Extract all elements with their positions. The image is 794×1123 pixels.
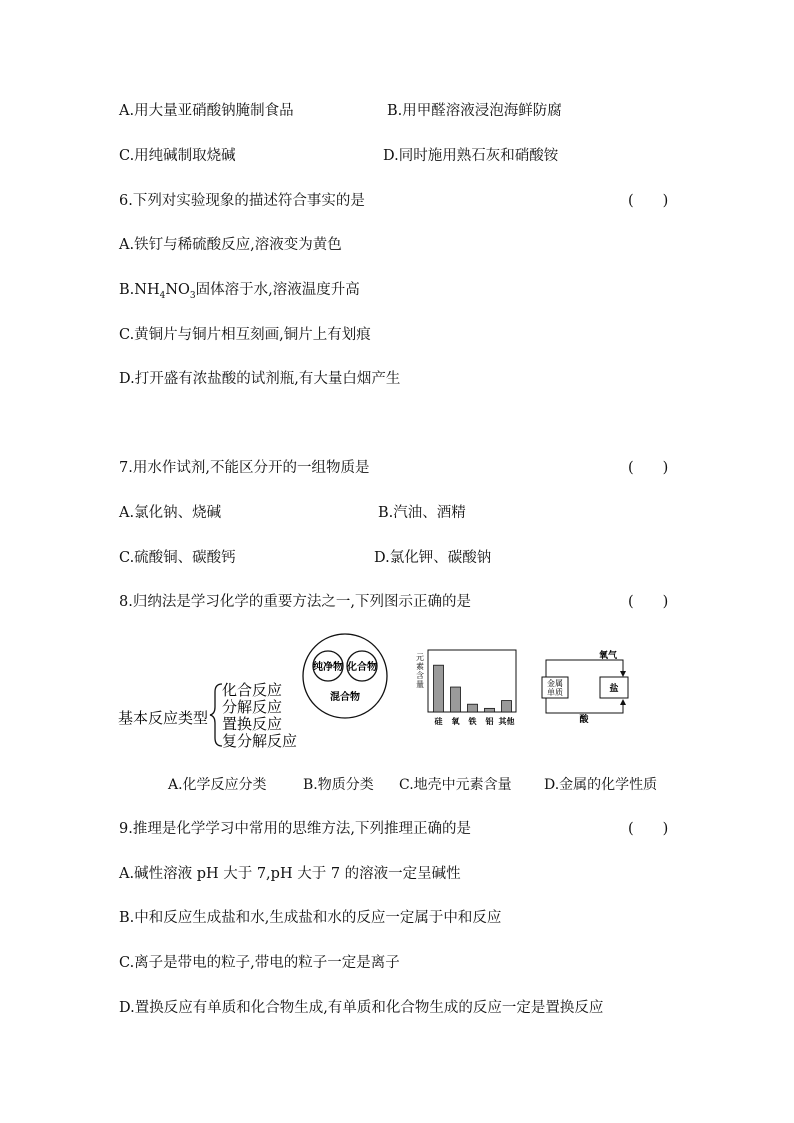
outer-circle (303, 634, 387, 718)
chart-bar (451, 687, 461, 712)
y-axis-label: 素 (416, 662, 424, 671)
figure-d-metal-properties (540, 646, 640, 724)
q8-stem: 8.归纳法是学习化学的重要方法之一,下列图示正确的是 (119, 594, 471, 610)
x-tick-label: 其他 (498, 716, 515, 726)
q7-stem: 7.用水作试剂,不能区分开的一组物质是 (119, 460, 370, 476)
caption-c: C.地壳中元素含量 (399, 777, 512, 793)
q7-answer-paren: ( ) (628, 460, 669, 476)
q8-answer-paren: ( ) (628, 594, 669, 610)
chart-bar (434, 665, 444, 712)
inner-left-label: 纯净物 (313, 662, 343, 673)
q9-option-d: D.置换反应有单质和化合物生成,有单质和化合物生成的反应一定是置换反应 (119, 1000, 604, 1016)
metal-box-label: 金属 (547, 679, 563, 688)
q7-option-b: B.汽油、酒精 (378, 505, 466, 521)
q9-option-b: B.中和反应生成盐和水,生成盐和水的反应一定属于中和反应 (119, 910, 502, 926)
y-axis-label: 元 (416, 653, 424, 662)
chart-bar (502, 701, 512, 712)
inner-right-label: 化合物 (347, 662, 377, 673)
caption-b: B.物质分类 (303, 777, 374, 793)
q9-option-a: A.碱性溶液 pH 大于 7,pH 大于 7 的溶液一定呈碱性 (119, 866, 461, 882)
brace-icon (210, 684, 222, 746)
q7-option-c: C.硫酸铜、碳酸钙 (119, 550, 236, 566)
y-axis-label: 量 (416, 680, 424, 689)
figure-b-substance-classification (300, 632, 392, 722)
q9-option-c: C.离子是带电的粒子,带电的粒子一定是离子 (119, 955, 400, 971)
x-tick-label: 氧 (451, 716, 460, 726)
outer-label: 混合物 (330, 692, 360, 703)
q5-option-d: D.同时施用熟石灰和硝酸铵 (383, 148, 559, 164)
q6-option-c: C.黄铜片与铜片相互刻画,铜片上有划痕 (119, 327, 371, 343)
metal-box-label: 单质 (547, 688, 563, 697)
figure-a-item: 复分解反应 (222, 732, 298, 750)
q6-option-a: A.铁钉与稀硫酸反应,溶液变为黄色 (119, 237, 342, 253)
y-axis-label: 含 (416, 671, 424, 680)
q5-option-c: C.用纯碱制取烧碱 (119, 148, 236, 164)
q6-option-b: $B.NH_4NO_3$固体溶于水,溶液温度升高 (119, 282, 360, 301)
top-arrow (546, 660, 623, 677)
bottom-label: 酸 (579, 715, 589, 724)
q6-answer-paren: ( ) (628, 193, 669, 209)
figure-a-item: 化合反应 (222, 681, 283, 699)
figure-a-item: 置换反应 (222, 715, 283, 733)
q5-option-b: B.用甲醛溶液浸泡海鲜防腐 (387, 103, 562, 119)
q6-option-d: D.打开盛有浓盐酸的试剂瓶,有大量白烟产生 (119, 371, 401, 387)
q7-option-a: A.氯化钠、烧碱 (119, 505, 222, 521)
q9-stem: 9.推理是化学学习中常用的思维方法,下列推理正确的是 (119, 821, 471, 837)
x-tick-label: 铁 (468, 716, 477, 726)
chart-bar (468, 704, 478, 712)
bottom-arrow (546, 698, 623, 713)
caption-a: A.化学反应分类 (168, 777, 267, 793)
q9-answer-paren: ( ) (628, 821, 669, 837)
q6-stem: 6.下列对实验现象的描述符合事实的是 (119, 193, 365, 209)
top-label: 氧气 (598, 651, 618, 661)
figure-a-item: 分解反应 (222, 698, 283, 716)
x-tick-label: 铝 (485, 716, 494, 726)
figure-a-reaction-types (116, 676, 316, 754)
figure-a-label: 基本反应类型 (118, 709, 209, 727)
q7-option-d: D.氯化钾、碳酸钠 (374, 550, 492, 566)
caption-d: D.金属的化学性质 (544, 777, 658, 793)
q5-option-a: A.用大量亚硝酸钠腌制食品 (119, 103, 294, 119)
figure-c-element-bar-chart (412, 648, 520, 728)
chart-bar (485, 708, 495, 712)
salt-box-label: 盐 (609, 684, 619, 694)
x-tick-label: 硅 (434, 716, 443, 726)
